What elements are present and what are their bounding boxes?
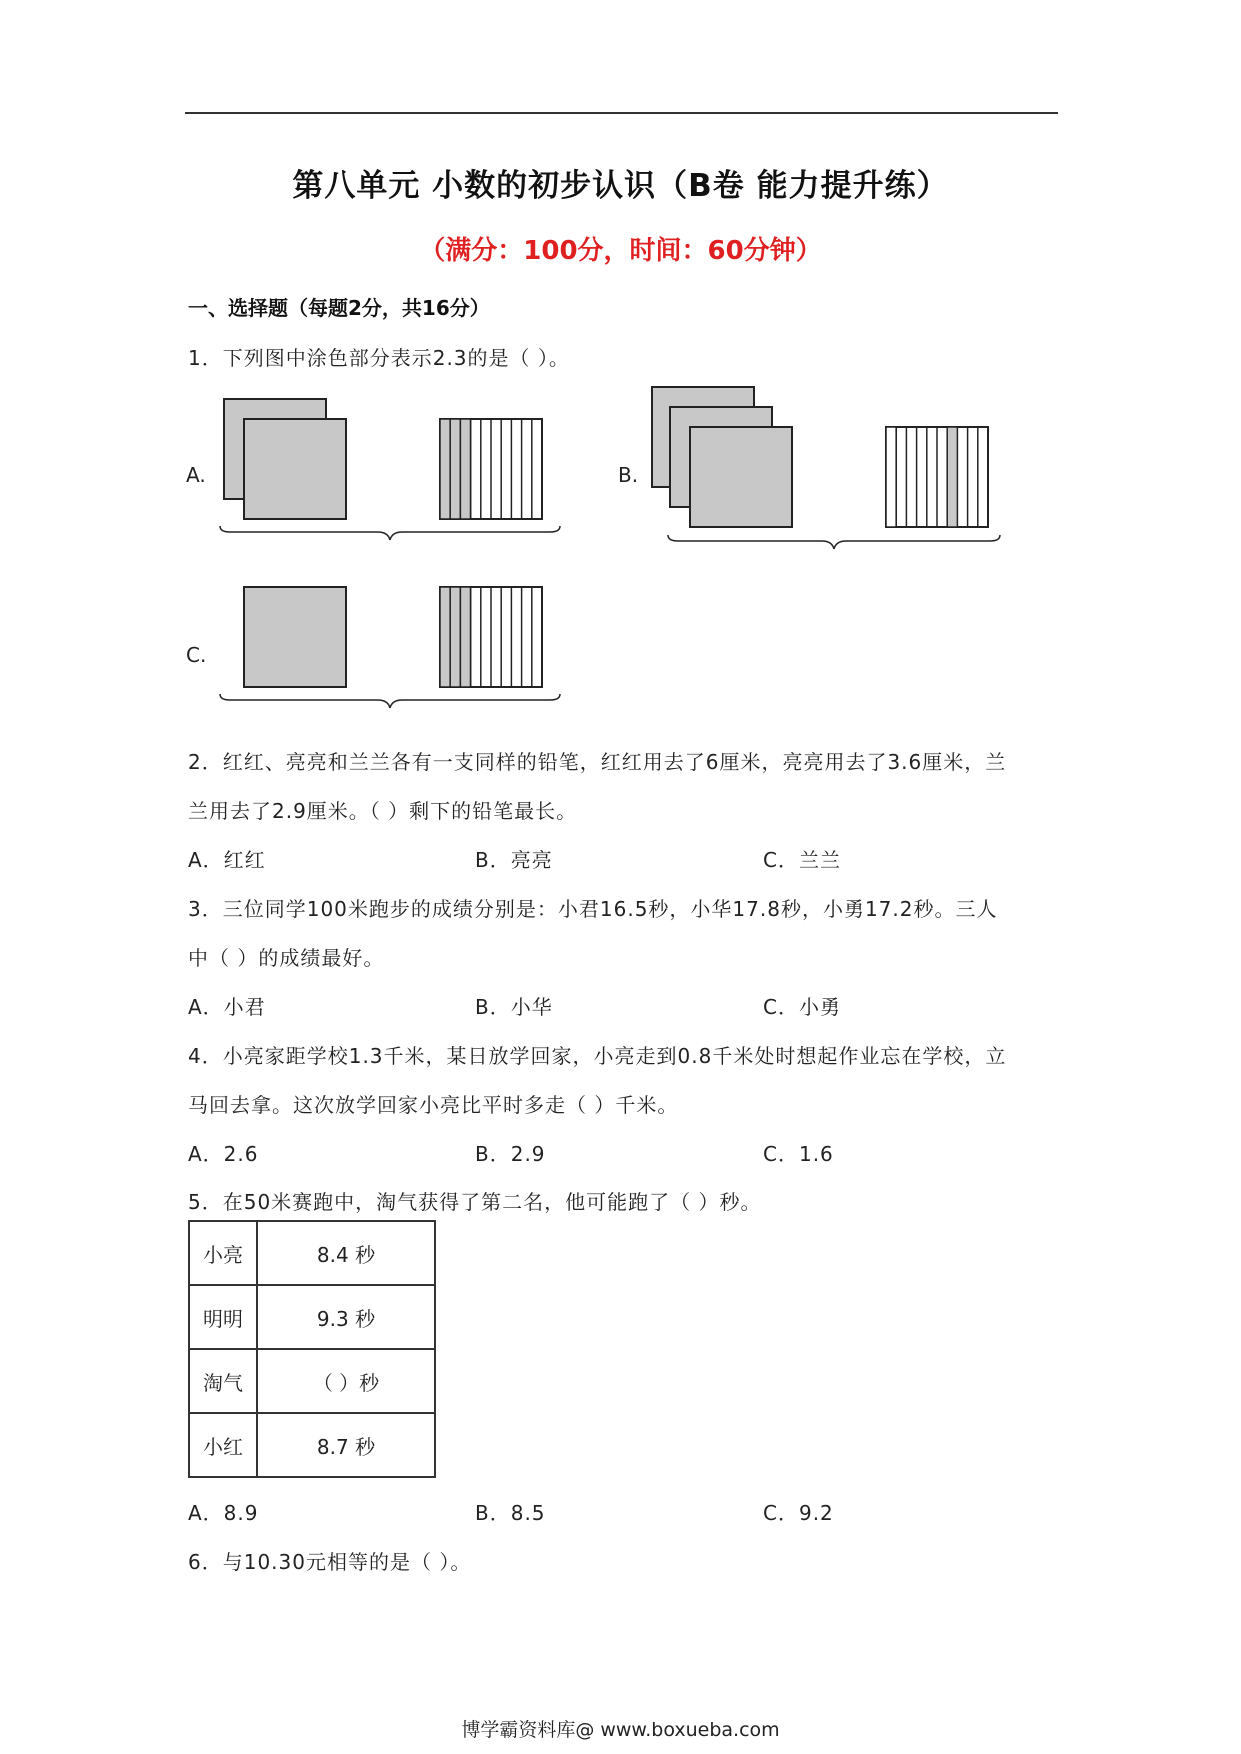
footer-watermark: 博学霸资料库@ www.boxueba.com: [461, 1719, 780, 1741]
question-2-line-2: 兰用去了2.9厘米。（ ）剩下的铅笔最长。: [188, 799, 578, 823]
q3-option-c[interactable]: C．小勇: [763, 995, 841, 1019]
shaded-square: [690, 427, 792, 527]
q3-option-b[interactable]: B．小华: [475, 995, 553, 1019]
tenths-strip: [440, 419, 542, 519]
table-row: [189, 1413, 435, 1477]
q1-option-c-label: C.: [186, 643, 207, 667]
question-4-line-1: 4．小亮家距学校1.3千米，某日放学回家，小亮走到0.8千米处时想起作业忘在学校，立: [188, 1044, 1007, 1068]
q1-figure-c: [218, 575, 563, 725]
header-rule: [185, 112, 1058, 114]
q1-option-a-label: A.: [186, 463, 206, 487]
table-cell-value: 8.7 秒: [257, 1413, 435, 1477]
q5-option-a[interactable]: A．8.9: [188, 1501, 259, 1525]
question-2-line-1: 2．红红、亮亮和兰兰各有一支同样的铅笔，红红用去了6厘米，亮亮用去了3.6厘米，兰: [188, 750, 1007, 774]
q2-option-c[interactable]: C．兰兰: [763, 848, 841, 872]
q4-option-c[interactable]: C．1.6: [763, 1142, 834, 1166]
page-title: 第八单元 小数的初步认识（B卷 能力提升练）: [292, 168, 949, 204]
shaded-square: [244, 587, 346, 687]
shaded-square: [244, 419, 346, 519]
table-cell-name: 小红: [189, 1413, 257, 1477]
q4-option-a[interactable]: A．2.6: [188, 1142, 259, 1166]
q3-option-a[interactable]: A．小君: [188, 995, 266, 1019]
q5-option-b[interactable]: B．8.5: [475, 1501, 546, 1525]
table-cell-value: 8.4 秒: [257, 1221, 435, 1285]
table-row: [189, 1285, 435, 1349]
brace-icon: [220, 526, 560, 540]
brace-icon: [220, 694, 560, 708]
tenths-strip: [886, 427, 988, 527]
question-1-text: 1．下列图中涂色部分表示2.3的是（ ）。: [188, 346, 570, 370]
q1-figure-a: [218, 395, 563, 545]
q1-option-b-label: B.: [618, 463, 639, 487]
q4-option-b[interactable]: B．2.9: [475, 1142, 546, 1166]
question-4-line-2: 马回去拿。这次放学回家小亮比平时多走（ ）千米。: [188, 1093, 679, 1117]
q2-option-b[interactable]: B．亮亮: [475, 848, 553, 872]
table-cell-name: 小亮: [189, 1221, 257, 1285]
race-results-table: [188, 1220, 436, 1478]
table-row: [189, 1221, 435, 1285]
table-cell-name: 明明: [189, 1285, 257, 1349]
question-3-line-1: 3．三位同学100米跑步的成绩分别是：小君16.5秒，小华17.8秒，小勇17.2秒。三人: [188, 897, 998, 921]
table-cell-value: 9.3 秒: [257, 1285, 435, 1349]
q5-option-c[interactable]: C．9.2: [763, 1501, 834, 1525]
q2-option-a[interactable]: A．红红: [188, 848, 266, 872]
table-cell-name: 淘气: [189, 1349, 257, 1413]
tenths-strip: [440, 587, 542, 687]
page-subtitle: （满分：100分，时间：60分钟）: [419, 236, 822, 266]
brace-icon: [668, 535, 1000, 549]
q1-figure-b: [650, 385, 1015, 560]
question-6-text: 6．与10.30元相等的是（ ）。: [188, 1550, 472, 1574]
question-5-text: 5．在50米赛跑中，淘气获得了第二名，他可能跑了（ ）秒。: [188, 1190, 762, 1214]
table-cell-value: （ ）秒: [257, 1349, 435, 1413]
table-row: [189, 1349, 435, 1413]
section-heading: 一、选择题（每题2分，共16分）: [188, 296, 490, 320]
question-3-line-2: 中（ ）的成绩最好。: [188, 946, 385, 970]
